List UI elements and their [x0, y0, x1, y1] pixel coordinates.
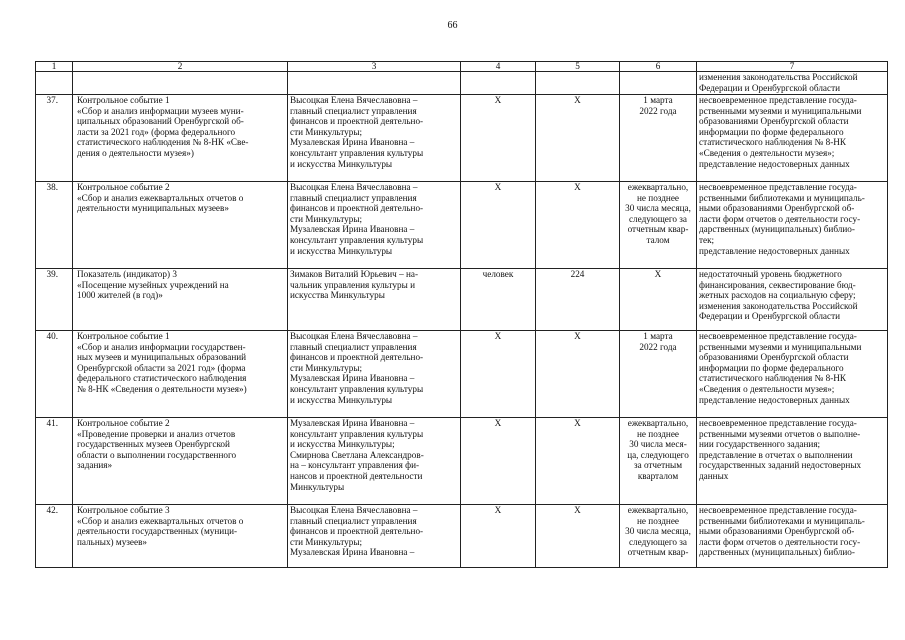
- unit-cell: человек: [461, 269, 536, 331]
- value-cell: Х: [536, 182, 620, 269]
- unit-cell: Х: [461, 418, 536, 505]
- value-cell: Х: [536, 505, 620, 568]
- responsible-cell: Высоцкая Елена Вячеславовна – главный специалист управления финансов и проектной деятельно- сти Минкультуры; Музалевская Ирина Ивановна – консультант управления культуры и искусства Минкультуры: [288, 182, 461, 269]
- row-number: 41.: [36, 418, 73, 505]
- row-number: 42.: [36, 505, 73, 568]
- term-cell: ежеквартально, не позднее 30 числа меся- ца, следующего за отчетным кварталом: [620, 418, 697, 505]
- unit-cell: Х: [461, 182, 536, 269]
- continued-row: [36, 72, 888, 95]
- row-number: 40.: [36, 331, 73, 418]
- value-cell: Х: [536, 418, 620, 505]
- term-cell: 1 марта 2022 года: [620, 331, 697, 418]
- plan-table: [35, 61, 888, 568]
- row-number: 39.: [36, 269, 73, 331]
- table-row: [36, 182, 888, 269]
- responsible-cell: Высоцкая Елена Вячеславовна – главный специалист управления финансов и проектной деятельно- сти Минкультуры; Музалевская Ирина Ивановна – консультант управления культуры и искусства Минкультуры: [288, 331, 461, 418]
- risks-cell: несвоевременное представление госуда- рственными библиотеками и муниципаль- ными образованиями Оренбургской об- ласти форм отчетов о деятельности госу- дарственных (муниципальных) библио-: [697, 505, 888, 568]
- header-cell: 6: [620, 62, 697, 72]
- row-number: 37.: [36, 95, 73, 182]
- header-cell: 5: [536, 62, 620, 72]
- term-cell: ежеквартально, не позднее 30 числа месяца, следующего за отчетным квар-: [620, 505, 697, 568]
- row-number: 38.: [36, 182, 73, 269]
- risks-cell: недостаточный уровень бюджетного финансирования, секвестирование бюд- жетных расходов на социальную сферу; изменения законодательства Российской Федерации и Оренбургской области: [697, 269, 888, 331]
- table-row: [36, 505, 888, 568]
- responsible-cell: Музалевская Ирина Ивановна – консультант управления культуры и искусства Минкультуры; Смирнова Светлана Александров- на – консультант управления фи- нансов и проектной деятельности Минкультуры: [288, 418, 461, 505]
- value-cell: 224: [536, 269, 620, 331]
- risks-cell: несвоевременное представление госуда- рственными музеями отчетов о выполне- нии государственного задания; представление в отчетах о выполнении государственных заданий недостоверных данных: [697, 418, 888, 505]
- header-cell: 7: [697, 62, 888, 72]
- header-cell: 3: [288, 62, 461, 72]
- event-name-cell: Показатель (индикатор) 3 «Посещение музейных учреждений на 1000 жителей (в год)»: [73, 269, 288, 331]
- page-number: 66: [447, 20, 458, 31]
- header-cell: 4: [461, 62, 536, 72]
- responsible-cell: Высоцкая Елена Вячеславовна – главный специалист управления финансов и проектной деятельно- сти Минкультуры; Музалевская Ирина Ивановна –: [288, 505, 461, 568]
- risks-cell: несвоевременное представление госуда- рственными библиотеками и муниципаль- ными образованиями Оренбургской об- ласти форм отчетов о деятельности госу- дарственных (муниципальных) библио- тек; представление недостоверных данных: [697, 182, 888, 269]
- header-cell: 2: [73, 62, 288, 72]
- event-name-cell: Контрольное событие 2 «Проведение проверки и анализ отчетов государственных музеев Оренбургской области о выполнении государственного задания»: [73, 418, 288, 505]
- responsible-cell: Высоцкая Елена Вячеславовна – главный специалист управления финансов и проектной деятельно- сти Минкультуры; Музалевская Ирина Ивановна – консультант управления культуры и искусства Минкультуры: [288, 95, 461, 182]
- term-cell: Х: [620, 269, 697, 331]
- header-cell: 1: [36, 62, 73, 72]
- unit-cell: Х: [461, 331, 536, 418]
- event-name-cell: Контрольное событие 1 «Сбор и анализ информации государствен- ных музеев и муниципальных образований Оренбургской области за 2021 год» (форма федерального статистического наблюдения № 8-НК «Сведения о деятельности музея»): [73, 331, 288, 418]
- term-cell: ежеквартально, не позднее 30 числа месяца, следующего за отчетным квар- талом: [620, 182, 697, 269]
- risks-cell: изменения законодательства Российской Федерации и Оренбургской области: [697, 72, 888, 95]
- header-row: [36, 62, 888, 72]
- value-cell: Х: [536, 331, 620, 418]
- event-name-cell: Контрольное событие 1 «Сбор и анализ информации музеев муни- ципальных образований Оренбургской об- ласти за 2021 год» (форма федерального статистического наблюдения № 8-НК «Све- дения о деятельности музея»): [73, 95, 288, 182]
- responsible-cell: Зимаков Виталий Юрьевич – на- чальник управления культуры и искусства Минкультуры: [288, 269, 461, 331]
- table-row: [36, 331, 888, 418]
- unit-cell: Х: [461, 505, 536, 568]
- table-row: [36, 418, 888, 505]
- risks-cell: несвоевременное представление госуда- рственными музеями и муниципальными образованиями Оренбургской области информации по форме федерального статистического наблюдения № 8-НК «Сведения о деятельности музея»; представление недостоверных данных: [697, 331, 888, 418]
- event-name-cell: Контрольное событие 2 «Сбор и анализ ежеквартальных отчетов о деятельности муниципальных музеев»: [73, 182, 288, 269]
- table-row: [36, 95, 888, 182]
- unit-cell: Х: [461, 95, 536, 182]
- term-cell: 1 марта 2022 года: [620, 95, 697, 182]
- risks-cell: несвоевременное представление госуда- рственными музеями и муниципальными образованиями Оренбургской области информации по форме федерального статистического наблюдения № 8-НК «Сведения о деятельности музея»; представление недостоверных данных: [697, 95, 888, 182]
- event-name-cell: Контрольное событие 3 «Сбор и анализ ежеквартальных отчетов о деятельности государственных (муници- пальных) музеев»: [73, 505, 288, 568]
- value-cell: Х: [536, 95, 620, 182]
- table-row: [36, 269, 888, 331]
